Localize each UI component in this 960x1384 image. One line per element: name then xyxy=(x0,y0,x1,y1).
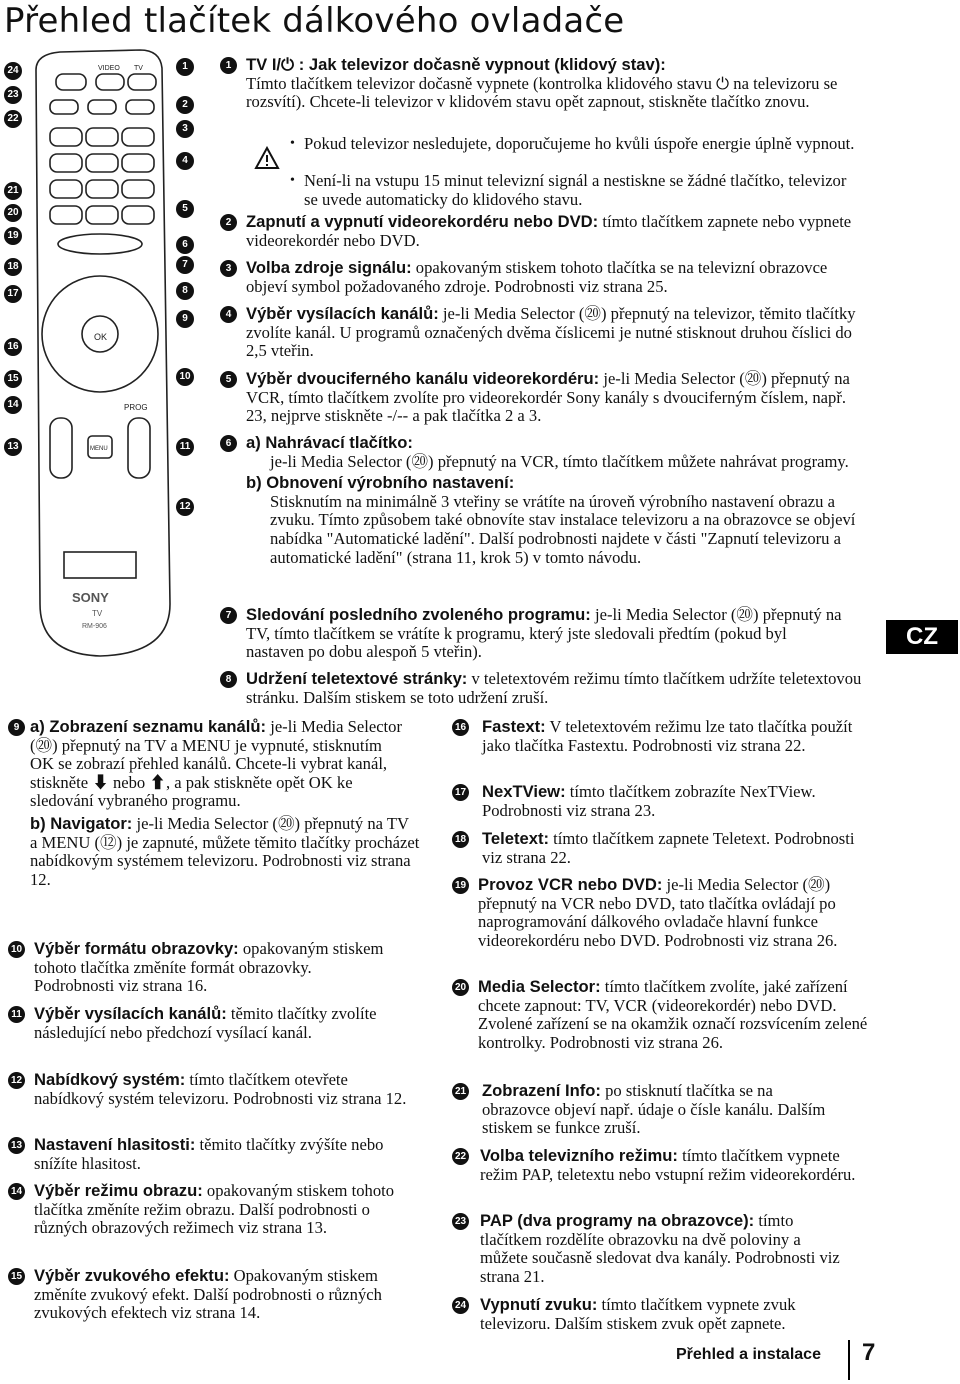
item-9: 9 a) Zobrazení seznamu kanálů: je-li Media Selector (⑳) přepnutý na TV a MENU je vypnuté, stisknutím OK se zobrazí přehled kanálů. Chcete-li vybrat kanál, stiskněte ⬇ nebo ⬆, a pak stiskněte opět OK ke sledování vybraného programu. b) Navigator: je-li Media Selector (⑳) přepnutý na TV a MENU (⑫) je zapnuté, můžete těmito tlačítky procházet nabídkovým systémem televizoru. Podrobnosti viz strana 12. xyxy=(8,718,428,889)
callout-8: 8 xyxy=(176,282,194,300)
callout-6: 6 xyxy=(176,236,194,254)
item-3: 3 Volba zdroje signálu: opakovaným stiskem tohoto tlačítka se na televizní obrazovce objeví symbol požadovaného zdroje. Podrobnosti viz strana 25. xyxy=(220,259,870,296)
item-11: 11 Výběr vysílacích kanálů: těmito tlačítky zvolíte následující nebo předchozí vysílací kanál. xyxy=(8,1005,428,1042)
mute-button xyxy=(56,74,86,90)
svg-text:TV: TV xyxy=(134,65,143,72)
brand-logo: SONY xyxy=(72,590,109,605)
item-6: 6 a) Nahrávací tlačítko: je-li Media Selector (⑳) přepnutý na VCR, tímto tlačítkem můžete nahrávat programy. b) Obnovení výrobního nastavení: Stisknutím na minimálně 3 vteřiny se vrátíte na úroveň výrobního nastavení obrazu a zvuku. Tímto způsobem také obnovíte stav instalace televizoru a na obrazovce se objeví nabídka "Automatické ladění". Další podrobnosti najdete v části "Zapnutí televizoru a automatické ladění" (strana 11, krok 5) v tomto návodu. xyxy=(220,434,870,567)
callout-21: 21 xyxy=(4,182,22,200)
svg-text:MENU: MENU xyxy=(90,446,108,452)
page-number: 7 xyxy=(862,1339,876,1366)
remote-outline xyxy=(36,50,170,656)
callout-23: 23 xyxy=(4,86,22,104)
callout-13: 13 xyxy=(4,438,22,456)
svg-text:VIDEO: VIDEO xyxy=(98,65,120,72)
model-plate xyxy=(64,552,136,578)
callout-11: 11 xyxy=(176,438,194,456)
item-24: 24 Vypnutí zvuku: tímto tlačítkem vypnete zvuk televizoru. Dalším stiskem zvuk opět zapnete. xyxy=(452,1296,872,1333)
item-15: 15 Výběr zvukového efektu: Opakovaným stiskem změníte zvukový efekt. Další podrobnosti o různých zvukových efektech viz strana 14. xyxy=(8,1267,428,1323)
callout-17: 17 xyxy=(4,285,22,303)
item-23: 23 PAP (dva programy na obrazovce): tímto tlačítkem rozdělíte obrazovku na dvě poloviny a můžete současně sledovat dva kanály. Podrobnosti viz strana 21. xyxy=(452,1212,872,1286)
callout-3: 3 xyxy=(176,120,194,138)
callout-4: 4 xyxy=(176,152,194,170)
callout-22: 22 xyxy=(4,110,22,128)
svg-text:PROG: PROG xyxy=(124,403,148,412)
item-21: 21 Zobrazení Info: po stisknutí tlačítka se na obrazovce objeví např. údaje o čísle kanálu. Dalším stiskem se funkce zruší. xyxy=(452,1082,872,1138)
item-22: 22 Volba televizního režimu: tímto tlačítkem vypnete režim PAP, teletextu nebo vstupní režim videorekordéru. xyxy=(452,1147,872,1184)
item-8: 8 Udržení teletextové stránky: v teletextovém režimu tímto tlačítkem udržíte teletextovou stránku. Dalším stiskem se toto udržení zruší. xyxy=(220,670,870,707)
svg-text:RM-906: RM-906 xyxy=(82,623,107,630)
item-4: 4 Výběr vysílacích kanálů: je-li Media Selector (⑳) přepnutý na televizor, těmito tlačítky zvolíte kanál. U programů označených dvěma číslicemi je nutné stisknout druhou číslici do 2,5 vteřin. xyxy=(220,305,870,361)
callout-7: 7 xyxy=(176,256,194,274)
callout-10: 10 xyxy=(176,368,194,386)
item-18: 18 Teletext: tímto tlačítkem zapnete Teletext. Podrobnosti viz strana 22. xyxy=(452,830,872,867)
svg-text:OK: OK xyxy=(94,332,108,342)
callout-18: 18 xyxy=(4,258,22,276)
item-16: 16 Fastext: V teletextovém režimu lze tato tlačítka použít jako tlačítka Fastextu. Podrobnosti viz strana 22. xyxy=(452,718,872,755)
tv-power-button xyxy=(128,74,156,90)
note-bullet-1: Pokud televizor nesledujete, doporučujeme ho kvůli úspoře energie úplně vypnout. xyxy=(304,134,855,153)
callout-19: 19 xyxy=(4,227,22,245)
item-5: 5 Výběr dvouciferného kanálu videorekordéru: je-li Media Selector (⑳) přepnutý na VCR, tímto tlačítkem zvolíte pro videorekordér Sony kanály s dvouciferným číslem, např. 23, nejprve stiskněte -/-- a pak tlačítka 2 a 3. xyxy=(220,370,870,426)
note-bullet-2: Není-li na vstupu 15 minut televizní signál a nestiskne se žádné tlačítko, televizor se uvede automaticky do klidového stavu. xyxy=(304,171,847,209)
item-2: 2 Zapnutí a vypnutí videorekordéru nebo DVD: tímto tlačítkem zapnete nebo vypnete videorekordér nebo DVD. xyxy=(220,213,870,250)
callout-16: 16 xyxy=(4,338,22,356)
footer-divider xyxy=(848,1340,850,1380)
callout-14: 14 xyxy=(4,396,22,414)
item-12: 12 Nabídkový systém: tímto tlačítkem otevřete nabídkový systém televizoru. Podrobnosti viz strana 12. xyxy=(8,1071,428,1108)
callout-20: 20 xyxy=(4,204,22,222)
svg-text:TV: TV xyxy=(92,609,103,618)
warning-icon xyxy=(254,146,280,170)
footer-section-name: Přehled a instalace xyxy=(676,1346,821,1363)
callout-12: 12 xyxy=(176,498,194,516)
item-19: 19 Provoz VCR nebo DVD: je-li Media Selector (⑳) přepnutý na VCR nebo DVD, tato tlačítka ovládají po naprogramování dálkového ovladače hlavní funkce videorekordéru nebo DVD. Podrobnosti viz strana 26. xyxy=(452,876,872,950)
item-10: 10 Výběr formátu obrazovky: opakovaným stiskem tohoto tlačítka změníte formát obrazovky. Podrobnosti viz strana 16. xyxy=(8,940,428,996)
callout-15: 15 xyxy=(4,370,22,388)
item-7: 7 Sledování posledního zvoleného programu: je-li Media Selector (⑳) přepnutý na TV, tímto tlačítkem se vrátíte k programu, který jste sledovali předtím (pokud byl nastaven po dobu alespoň 5 vteřin). xyxy=(220,606,870,662)
page-title: Přehled tlačítek dálkového ovladače xyxy=(4,1,625,41)
volume-rocker xyxy=(50,418,72,478)
callout-1: 1 xyxy=(176,58,194,76)
item-14: 14 Výběr režimu obrazu: opakovaným stiskem tohoto tlačítka změníte režim obrazu. Další podrobnosti o různých obrazových režimech viz strana 13. xyxy=(8,1182,428,1238)
callout-9: 9 xyxy=(176,310,194,328)
item-17: 17 NexTView: tímto tlačítkem zobrazíte NexTView. Podrobnosti viz strana 23. xyxy=(452,783,872,820)
program-rocker xyxy=(128,418,150,478)
item-20: 20 Media Selector: tímto tlačítkem zvolíte, jaké zařízení chcete zapnout: TV, VCR (videorekordér) nebo DVD. Zvolené zařízení se na okamžik označí rozsvícením zelené kontrolky. Podrobnosti viz strana 26. xyxy=(452,978,872,1052)
callout-5: 5 xyxy=(176,200,194,218)
language-tab: CZ xyxy=(886,620,958,654)
item-13: 13 Nastavení hlasitosti: těmito tlačítky zvýšíte nebo snížíte hlasitost. xyxy=(8,1136,428,1173)
video-power-button xyxy=(96,74,124,90)
callout-24: 24 xyxy=(4,62,22,80)
callout-2: 2 xyxy=(176,96,194,114)
item-1: 1 TV I/⏻ : Jak televizor dočasně vypnout (klidový stav): Tímto tlačítkem televizor dočasně vypnete (kontrolka klidového stavu ⏻ na televizoru se rozsvítí). Chcete-li televizor v klidovém stavu opět zapnout, stiskněte tlačítko znovu. xyxy=(220,56,870,112)
